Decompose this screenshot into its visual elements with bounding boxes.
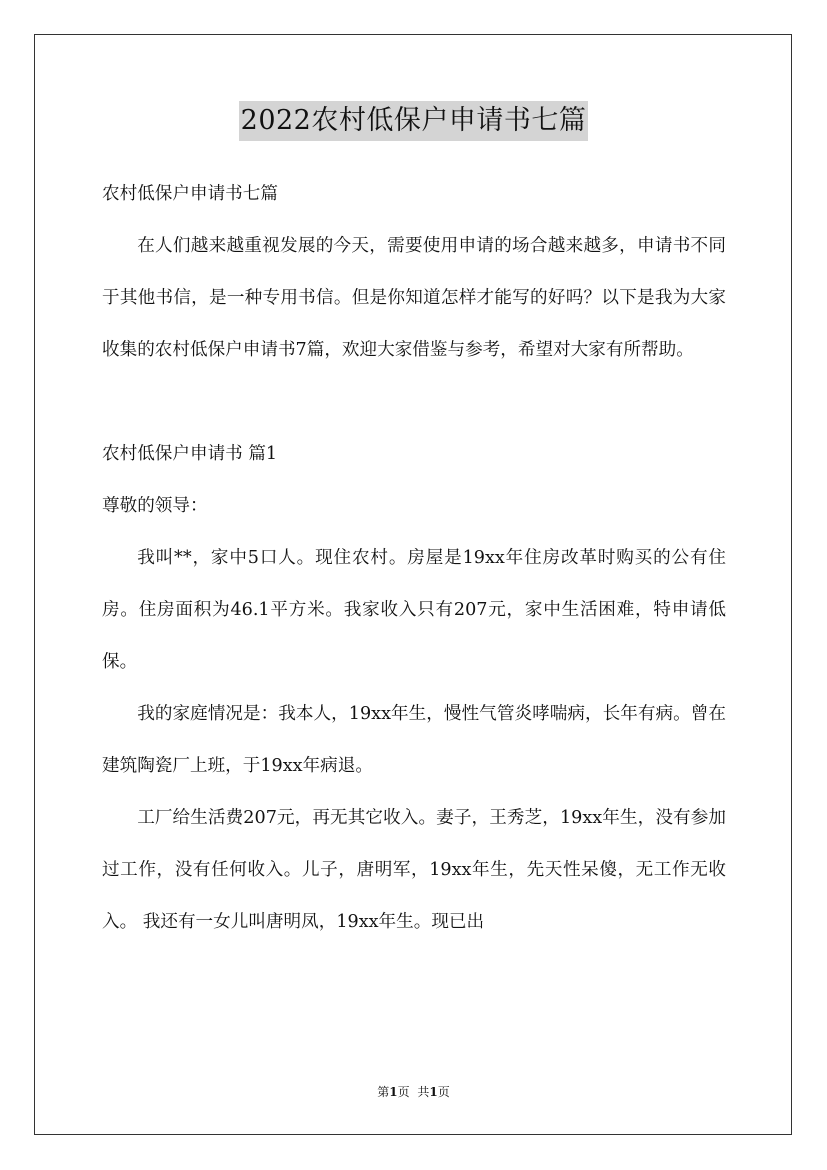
document-body — [102, 168, 726, 948]
salutation: 尊敬的领导： — [102, 496, 208, 516]
section-spacer — [102, 376, 726, 428]
total-prefix: 共 — [417, 1085, 430, 1099]
page-total: 1 — [429, 1085, 438, 1099]
body-paragraph: 我的家庭情况是：我本人，19xx年生，慢性气管炎哮喘病，长年有病。曾在建筑陶瓷厂上班，于19xx年病退。 — [102, 704, 726, 776]
document-title: 2022农村低保户申请书七篇 — [239, 101, 589, 141]
intro-paragraph: 在人们越来越重视发展的今天，需要使用申请的场合越来越多，申请书不同于其他书信，是一种专用书信。但是你知道怎样才能写的好吗？以下是我为大家收集的农村低保户申请书7篇，欢迎大家借鉴与参考，希望对大家有所帮助。 — [102, 236, 726, 360]
body-paragraph: 工厂给生活费207元，再无其它收入。妻子，王秀芝，19xx年生，没有参加过工作，没有任何收入。儿子，唐明军，19xx年生，先天性呆傻，无工作无收入。 我还有一女儿叫唐明凤，19xx年生。现已出 — [102, 808, 726, 932]
title-container — [0, 101, 827, 141]
page-suffix: 页 — [397, 1085, 410, 1099]
page-footer — [0, 1083, 827, 1101]
body-paragraph: 我叫**，家中5口人。现住农村。房屋是19xx年住房改革时购买的公有住房。住房面积为46.1平方米。我家收入只有207元，家中生活困难，特申请低保。 — [102, 548, 726, 672]
section-heading: 农村低保户申请书 篇1 — [102, 444, 278, 464]
total-suffix: 页 — [437, 1085, 450, 1099]
page-current: 1 — [389, 1085, 398, 1099]
page-prefix: 第 — [377, 1085, 390, 1099]
document-subtitle: 农村低保户申请书七篇 — [102, 184, 278, 204]
